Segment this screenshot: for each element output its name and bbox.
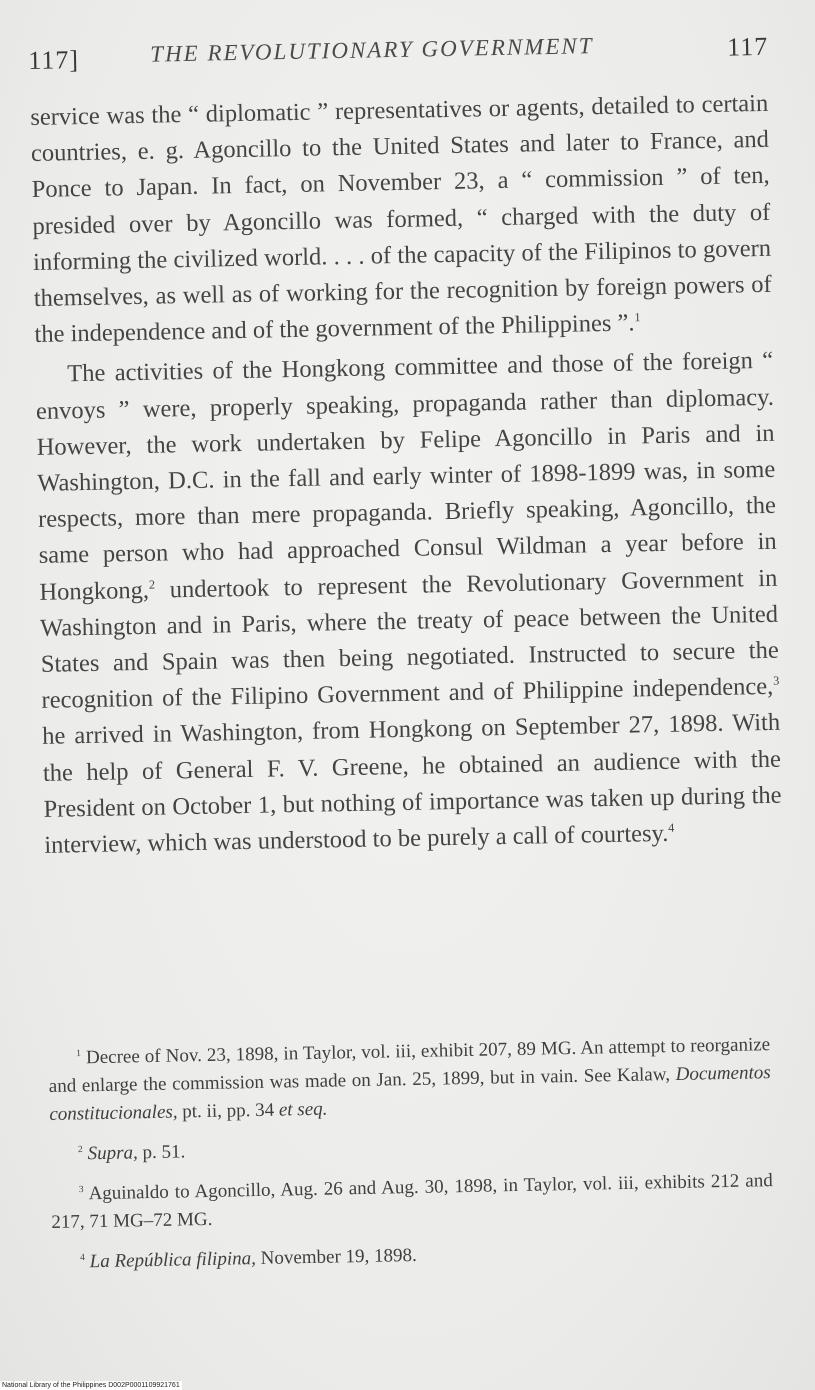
footnote-3 — [51, 1167, 774, 1237]
paragraph-1 — [30, 86, 773, 354]
footnotes — [48, 1031, 775, 1289]
text-run: p. 51. — [137, 1141, 186, 1164]
footnote-number: 3 — [78, 1185, 84, 1196]
italic-text: La República filipina, — [89, 1248, 257, 1273]
text-run: pt. ii, pp. 34 — [177, 1099, 280, 1123]
italic-text: et seq. — [278, 1098, 328, 1121]
page-number-right: 117 — [726, 31, 769, 62]
italic-text: Documentos constitucionales, — [49, 1062, 771, 1125]
footnote-4 — [52, 1235, 774, 1277]
italic-text: Supra, — [87, 1142, 138, 1165]
footnote-number: 1 — [76, 1049, 82, 1060]
footnote-marker: 4 — [668, 820, 675, 835]
footnote-marker: 2 — [148, 577, 156, 592]
text-run: he arrived in Washington, from Hongkong on September 27, 1898. With the help of General F. V. Greene, he obtained an audience with the President on October 1, but nothing of importance was taken up during the interview, which was understood to be purely a call of courtesy. — [41, 709, 782, 859]
text-run: Decree of Nov. 23, 1898, in Taylor, vol. iii, exhibit 207, 89 MG. An attempt to reorganize and enlarge the commission was made on Jan. 25, 1899, but in vain. See Kalaw, — [48, 1034, 771, 1097]
body-text — [30, 86, 783, 864]
library-source-tag: National Library of the Philippines D002P0001109921761 — [2, 1382, 180, 1389]
footnote-number: 2 — [77, 1145, 83, 1156]
page-number-left: 117] — [28, 45, 80, 75]
running-title: THE REVOLUTIONARY GOVERNMENT — [150, 33, 594, 67]
footnote-marker: 1 — [634, 310, 641, 325]
text-run: The activities of the Hongkong committee and those of the foreign “ envoys ” were, properly speaking, propaganda rather than diplomacy. However, the work undertaken by Felipe Agoncillo in Paris and in Washington, D.C. in the fall and early winter of 1898-1899 was, in some respects, more than mere propaganda. Briefly speaking, Agoncillo, the same person who had approached Consul Wildman a year before in Hongkong, — [35, 347, 777, 606]
text-run: Aguinaldo to Agoncillo, Aug. 26 and Aug. 30, 1898, in Taylor, vol. iii, exhibits 212 and 217, 71 MG–72 MG. — [51, 1170, 773, 1233]
text-run: service was the “ diplomatic ” representatives or agents, detailed to certain countries, e. g. Agoncillo to the United States and later to France, and Ponce to Japan. In fact, on November 23, a “ commission ” of ten, presided over by Agoncillo was formed, “ charged with the duty of informing the civilized world. . . . of the capacity of the Filipinos to govern themselves, as well as of working for the recognition by foreign powers of the independence and of the government of the Philippines ”. — [30, 89, 772, 349]
footnote-1 — [48, 1031, 771, 1129]
footnote-marker: 3 — [773, 673, 780, 688]
footnote-2 — [50, 1127, 772, 1169]
footnote-number: 4 — [80, 1253, 85, 1264]
text-run: November 19, 1898. — [255, 1244, 418, 1270]
paragraph-2 — [35, 343, 783, 864]
text-run: undertook to represent the Revolutionary Government in Washington and in Paris, where the treaty of peace between the United States and Spain was then being negotiated. Instructed to secure the recognition of the Filipino Government and of Philippine independence, — [39, 564, 779, 715]
running-header — [28, 28, 769, 82]
